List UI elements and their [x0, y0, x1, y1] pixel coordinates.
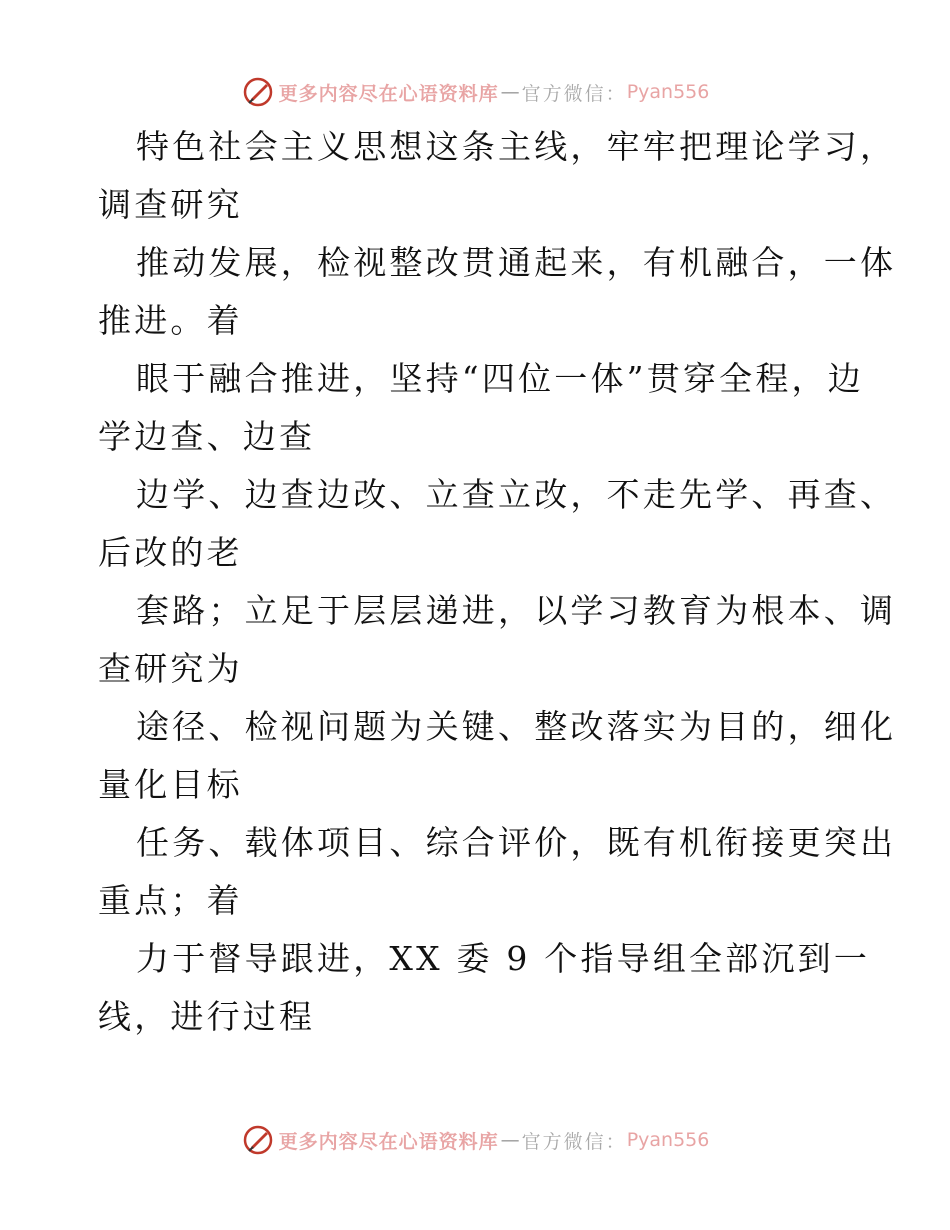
watermark-brand: 更多内容尽在心语资料库 — [278, 82, 499, 105]
quill-logo-icon — [241, 75, 275, 109]
paragraph-line: 眼于融合推进，坚持“四位一体”贯穿全程，边 — [136, 359, 864, 398]
watermark-brand: 更多内容尽在心语资料库 — [278, 1130, 499, 1153]
paragraph-line: 途径、检视问题为关键、整改落实为目的，细化 — [136, 707, 897, 746]
paragraph-line: 推进。着 — [98, 301, 243, 340]
paragraph-line: 特色社会主义思想这条主线，牢牢把理论学习， — [136, 127, 897, 166]
document-body — [98, 118, 897, 1046]
watermark-wechat-label: 官方微信： — [521, 82, 627, 105]
watermark-handle: Pyan556 — [626, 1129, 710, 1151]
paragraph-line: 后改的老 — [98, 533, 243, 572]
paragraph-line: 边学、边查边改、立查立改，不走先学、再查、 — [136, 475, 897, 514]
quill-logo-icon — [241, 1123, 275, 1157]
paragraph — [98, 582, 897, 698]
watermark-dash: — — [500, 1129, 520, 1151]
paragraph — [98, 466, 897, 582]
paragraph — [98, 814, 897, 930]
paragraph-line: 线，进行过程 — [98, 997, 316, 1036]
paragraph-line: 学边查、边查 — [98, 417, 316, 456]
paragraph — [98, 698, 897, 814]
watermark-wechat-label: 官方微信： — [521, 1130, 627, 1153]
paragraph — [98, 930, 878, 1046]
paragraph-line: 力于督导跟进，XX 委 9 个指导组全部沉到一 — [136, 939, 871, 978]
paragraph — [98, 350, 878, 466]
watermark-handle: Pyan556 — [626, 81, 710, 103]
paragraph — [98, 118, 897, 234]
header-watermark — [0, 72, 950, 112]
paragraph-line: 套路；立足于层层递进，以学习教育为根本、调 — [136, 591, 897, 630]
footer-watermark — [0, 1120, 950, 1160]
watermark-dash: — — [500, 81, 520, 103]
paragraph-line: 推动发展，检视整改贯通起来，有机融合，一体 — [136, 243, 897, 282]
paragraph — [98, 234, 897, 350]
paragraph-line: 查研究为 — [98, 649, 243, 688]
paragraph-line: 任务、载体项目、综合评价，既有机衔接更突出 — [136, 823, 897, 862]
paragraph-line: 量化目标 — [98, 765, 243, 804]
paragraph-line: 重点；着 — [98, 881, 243, 920]
paragraph-line: 调查研究 — [98, 185, 243, 224]
